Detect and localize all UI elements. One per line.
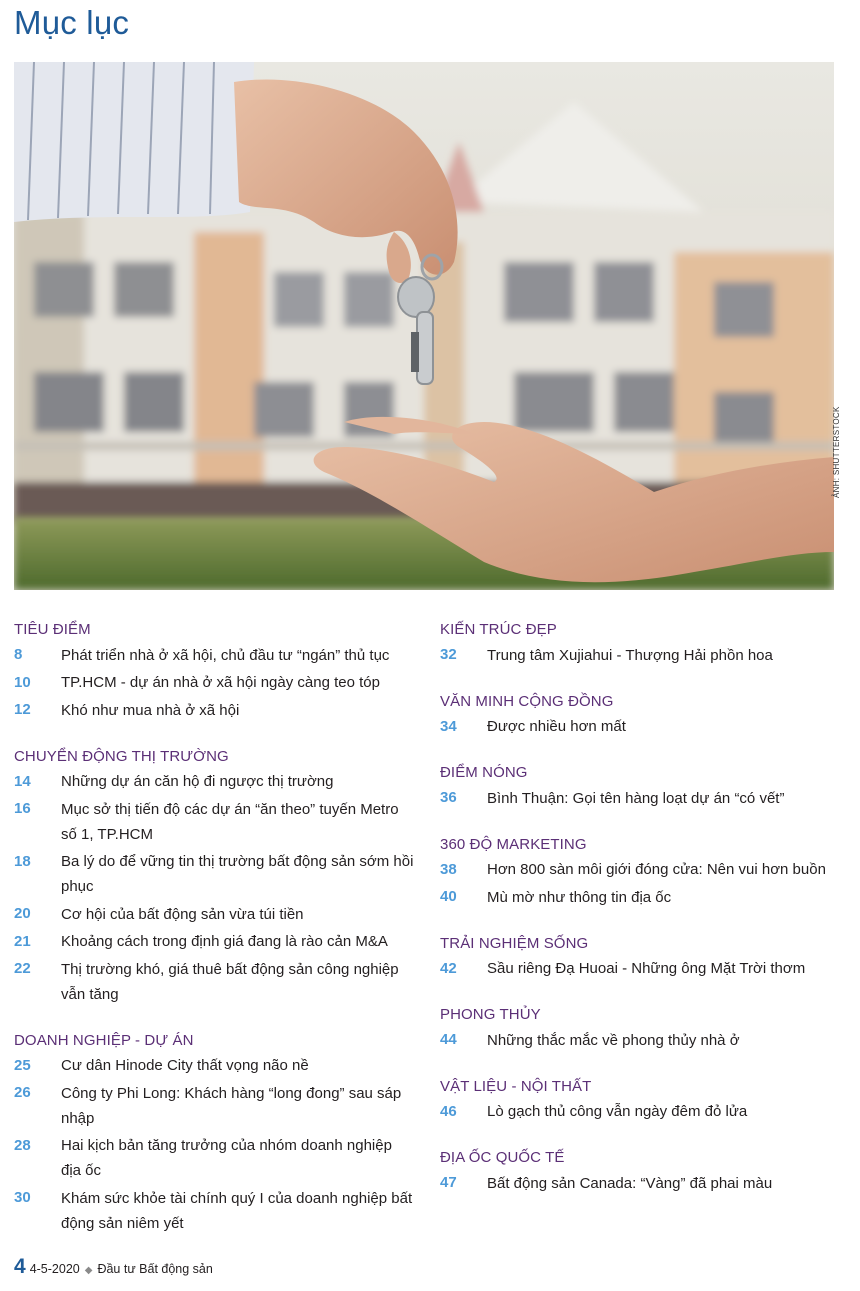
entry-page-number: 26 [14, 1084, 31, 1101]
toc-entry[interactable] [14, 772, 414, 795]
entry-page-number: 10 [14, 673, 31, 691]
entry-title: Thị trường khó, giá thuê bất động sản công nghiệp vẫn tăng [61, 960, 399, 1003]
entry-title: Khoảng cách trong định giá đang là rào cản M&A [61, 933, 388, 950]
entry-title: Bất động sản Canada: “Vàng” đã phai màu [487, 1174, 773, 1192]
keys-handover-illustration [14, 62, 834, 590]
entry-title: Được nhiều hơn mất [487, 718, 626, 735]
entry-title: Cư dân Hinode City thất vọng não nề [61, 1057, 309, 1074]
entry-page-number: 21 [14, 932, 31, 950]
entry-title: TP.HCM - dự án nhà ở xã hội ngày càng teo tóp [61, 674, 380, 691]
toc-entry[interactable] [14, 932, 414, 955]
footer-page-number: 4 [14, 1255, 26, 1278]
footer-publication: Đầu tư Bất động sản [97, 1262, 213, 1276]
entry-page-number: 8 [14, 646, 23, 663]
entry-page-number: 46 [440, 1102, 457, 1120]
toc-entry[interactable] [14, 904, 414, 927]
entry-title: Ba lý do để vững tin thị trường bất động sản sớm hồi phục [61, 853, 414, 895]
diamond-separator-icon: ◆ [84, 1265, 93, 1276]
toc-entry[interactable] [440, 645, 840, 668]
footer-date: 4-5-2020 [29, 1262, 80, 1276]
entry-title: Những thắc mắc về phong thủy nhà ở [487, 1031, 740, 1049]
toc-left-column [14, 620, 414, 1260]
entry-page-number: 30 [14, 1189, 31, 1206]
entry-title: Cơ hội của bất động sản vừa túi tiền [61, 905, 304, 923]
entry-page-number: 28 [14, 1136, 31, 1154]
entry-page-number: 44 [440, 1031, 457, 1048]
section-title: TIÊU ĐIỂM [14, 621, 91, 638]
toc-section [440, 835, 840, 910]
entry-title: Sầu riêng Đạ Huoai - Những ông Mặt Trời thơm [487, 960, 806, 977]
toc-entry[interactable] [14, 645, 414, 668]
entry-title: Những dự án căn hộ đi ngược thị trường [61, 773, 334, 790]
entry-page-number: 12 [14, 701, 31, 718]
section-title: 360 ĐỘ MARKETING [440, 835, 587, 853]
toc-section [440, 934, 840, 982]
entry-page-number: 40 [440, 888, 457, 905]
toc-section [440, 763, 840, 811]
entry-page-number: 25 [14, 1056, 31, 1074]
toc-entry[interactable] [14, 1136, 414, 1184]
section-title: DOANH NGHIỆP - DỰ ÁN [14, 1031, 194, 1049]
toc-entry[interactable] [14, 1056, 414, 1079]
entry-title: Khám sức khỏe tài chính quý I của doanh nghiệp bất động sản niêm yết [61, 1189, 413, 1232]
toc-section [440, 692, 840, 740]
toc-entry[interactable] [14, 959, 414, 1007]
entry-page-number: 16 [14, 800, 31, 817]
entry-title: Mù mờ như thông tin địa ốc [487, 888, 672, 906]
toc-section [14, 620, 414, 723]
section-title: KIẾN TRÚC ĐẸP [440, 621, 557, 638]
toc-entry[interactable] [14, 673, 414, 696]
entry-page-number: 47 [440, 1174, 457, 1191]
section-title: ĐỊA ỐC QUỐC TẾ [440, 1149, 565, 1166]
entry-title: Mục sở thị tiến độ các dự án “ăn theo” tuyến Metro số 1, TP.HCM [61, 800, 399, 843]
toc-section [14, 1031, 414, 1236]
entry-page-number: 14 [14, 772, 31, 790]
toc-entry[interactable] [440, 1102, 840, 1125]
section-title: TRẢI NGHIỆM SỐNG [440, 934, 589, 952]
entry-page-number: 36 [440, 789, 457, 806]
toc-entry[interactable] [440, 860, 840, 883]
entry-title: Công ty Phi Long: Khách hàng “long đong” sau sáp nhập [61, 1084, 402, 1127]
toc-entry[interactable] [440, 788, 840, 811]
toc-entry[interactable] [440, 1030, 840, 1053]
entry-page-number: 32 [440, 646, 457, 663]
entry-title: Hai kịch bản tăng trưởng của nhóm doanh nghiệp địa ốc [61, 1137, 392, 1179]
entry-page-number: 34 [440, 717, 457, 735]
entry-title: Trung tâm Xujiahui - Thượng Hải phồn hoa [487, 646, 773, 664]
entry-page-number: 42 [440, 959, 457, 977]
entry-title: Phát triển nhà ở xã hội, chủ đầu tư “ngán” thủ tục [61, 646, 390, 664]
toc-entry[interactable] [440, 887, 840, 910]
toc-right-column [440, 620, 840, 1220]
section-title: ĐIỂM NÓNG [440, 764, 528, 781]
entry-page-number: 20 [14, 905, 31, 922]
section-title: PHONG THỦY [440, 1006, 541, 1023]
hero-photo [14, 62, 834, 590]
toc-section [440, 1077, 840, 1125]
entry-title: Lò gạch thủ công vẫn ngày đêm đỏ lửa [487, 1103, 748, 1120]
toc-entry[interactable] [440, 959, 840, 982]
toc-section [440, 1005, 840, 1053]
entry-page-number: 18 [14, 852, 31, 870]
entry-title: Khó như mua nhà ở xã hội [61, 701, 240, 719]
toc-entry[interactable] [14, 799, 414, 847]
toc-entry[interactable] [14, 700, 414, 723]
toc-section [440, 1148, 840, 1196]
toc-entry[interactable] [14, 1083, 414, 1131]
section-title: CHUYỂN ĐỘNG THỊ TRƯỜNG [14, 747, 229, 765]
toc-section [440, 620, 840, 668]
toc-entry[interactable] [14, 852, 414, 900]
page-title: Mục lục [14, 4, 130, 41]
toc-entry[interactable] [440, 717, 840, 740]
toc-entry[interactable] [440, 1173, 840, 1196]
entry-title: Bình Thuận: Gọi tên hàng loạt dự án “có vết” [487, 789, 785, 807]
page-footer [14, 1255, 213, 1279]
entry-page-number: 38 [440, 860, 457, 878]
entry-page-number: 22 [14, 960, 31, 977]
photo-credit: ẢNH: SHUTTERSTOCK [832, 406, 841, 498]
entry-title: Hơn 800 sàn môi giới đóng cửa: Nên vui hơn buồn [487, 861, 826, 878]
section-title: VẬT LIỆU - NỘI THẤT [440, 1077, 592, 1095]
toc-section [14, 747, 414, 1007]
toc-entry[interactable] [14, 1188, 414, 1236]
section-title: VĂN MINH CỘNG ĐỒNG [440, 692, 614, 710]
